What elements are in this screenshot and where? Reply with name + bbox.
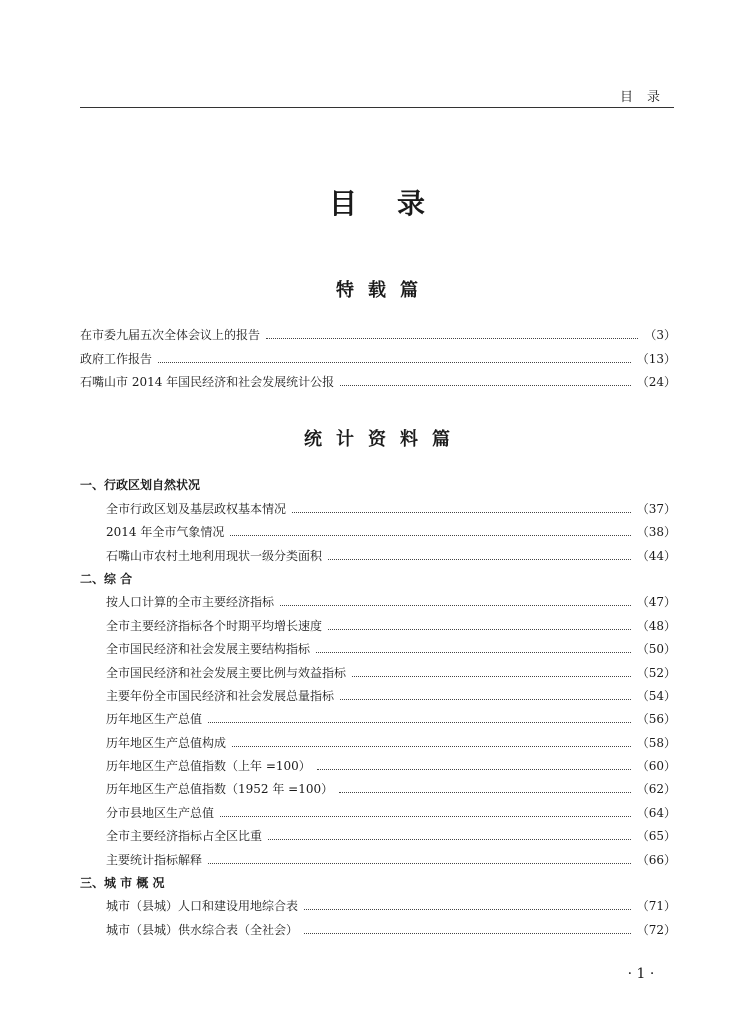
dot-leader <box>230 535 630 536</box>
toc-entry[interactable] <box>80 750 676 773</box>
toc-entry-title: 历年地区生产总值构成 <box>106 735 227 750</box>
toc-entry-title: 全市行政区划及基层政权基本情况 <box>106 501 287 516</box>
section-title-statistics: 统计资料篇 <box>304 429 464 450</box>
toc-entry-page: （44） <box>636 548 676 563</box>
dot-leader <box>208 722 631 723</box>
toc-entry-page: （65） <box>636 829 676 844</box>
dot-leader <box>208 863 631 864</box>
toc-entry[interactable] <box>80 366 676 389</box>
dot-leader <box>304 909 631 910</box>
toc-entry[interactable] <box>80 609 676 632</box>
toc-entry[interactable] <box>80 539 676 562</box>
toc-entry[interactable] <box>80 820 676 843</box>
toc-entry-page: （58） <box>636 735 676 750</box>
header-rule <box>80 107 674 108</box>
toc-entry[interactable] <box>80 342 676 365</box>
dot-leader <box>317 769 631 770</box>
toc-entry-title: 全市国民经济和社会发展主要比例与效益指标 <box>106 665 347 680</box>
toc-entry-title: 按人口计算的全市主要经济指标 <box>106 595 275 610</box>
dot-leader <box>340 385 631 386</box>
dot-leader <box>268 839 631 840</box>
dot-leader <box>266 338 638 339</box>
toc-entry-page: （13） <box>636 351 676 366</box>
toc-entry-page: （48） <box>636 618 676 633</box>
toc-entry-title: 石嘴山市农村土地利用现状一级分类面积 <box>106 548 323 563</box>
toc-entry-page: （54） <box>636 688 676 703</box>
toc-entry-title: 主要年份全市国民经济和社会发展总量指标 <box>106 688 335 703</box>
toc-entry-title: 主要统计指标解释 <box>106 852 203 867</box>
toc-entry[interactable] <box>80 516 676 539</box>
toc-entry-page: （50） <box>636 642 676 657</box>
dot-leader <box>328 629 631 630</box>
toc-entry-title: 分市县地区生产总值 <box>106 805 215 820</box>
toc-category-heading: 二、综 合 <box>80 571 133 586</box>
dot-leader <box>232 746 631 747</box>
toc-entry[interactable] <box>80 843 676 866</box>
toc-entry-page: （37） <box>636 501 676 516</box>
toc-entry-title: 历年地区生产总值指数（上年 =100） <box>106 759 311 774</box>
toc-entry-page: （66） <box>636 852 676 867</box>
toc-entry[interactable] <box>80 703 676 726</box>
toc-entry-title: 全市国民经济和社会发展主要结构指标 <box>106 642 311 657</box>
toc-entry[interactable] <box>80 586 676 609</box>
toc-entry-page: （24） <box>636 375 676 390</box>
toc-entry-page: （52） <box>636 665 676 680</box>
toc-entry-title: 历年地区生产总值指数（1952 年 =100） <box>106 782 334 797</box>
toc-entry-title: 历年地区生产总值 <box>106 712 203 727</box>
toc-entry[interactable] <box>80 680 676 703</box>
toc-entry-page: （3） <box>644 328 676 343</box>
toc-entry[interactable] <box>80 319 676 342</box>
toc-entry-title: 在市委九届五次全体会议上的报告 <box>80 328 261 343</box>
toc-entry[interactable] <box>80 773 676 796</box>
toc-entry-title: 全市主要经济指标各个时期平均增长速度 <box>106 618 323 633</box>
dot-leader <box>304 933 631 934</box>
toc-entry-page: （38） <box>636 525 676 540</box>
toc-entry-title: 城市（县城）人口和建设用地综合表 <box>106 899 299 914</box>
toc-entry-title: 城市（县城）供水综合表（全社会） <box>106 922 299 937</box>
toc-entry-page: （62） <box>636 782 676 797</box>
dot-leader <box>328 559 631 560</box>
toc-entry[interactable] <box>80 633 676 656</box>
toc-entry-page: （64） <box>636 805 676 820</box>
toc-entry[interactable] <box>80 796 676 819</box>
toc-category-heading: 三、城 市 概 况 <box>80 876 165 891</box>
toc-entry-title: 政府工作报告 <box>80 351 153 366</box>
toc-entry-page: （60） <box>636 759 676 774</box>
toc-entry-page: （56） <box>636 712 676 727</box>
dot-leader <box>316 652 631 653</box>
toc-category-heading: 一、行政区划自然状况 <box>80 478 201 493</box>
toc-entry[interactable] <box>80 890 676 913</box>
toc-entry[interactable] <box>80 913 676 936</box>
toc-entry-title: 2014 年全市气象情况 <box>106 525 225 540</box>
dot-leader <box>158 362 631 363</box>
toc-statistics-list <box>80 469 676 937</box>
running-head: 目录 <box>619 90 674 105</box>
dot-leader <box>292 512 631 513</box>
toc-entry[interactable] <box>80 726 676 749</box>
toc-entry[interactable] <box>80 656 676 679</box>
toc-entry-title: 石嘴山市 2014 年国民经济和社会发展统计公报 <box>80 375 335 390</box>
toc-special-list <box>80 319 676 389</box>
toc-entry-page: （47） <box>636 595 676 610</box>
toc-entry-page: （72） <box>636 922 676 937</box>
dot-leader <box>352 676 631 677</box>
dot-leader <box>220 816 631 817</box>
dot-leader <box>340 699 631 700</box>
toc-entry-title: 全市主要经济指标占全区比重 <box>106 829 263 844</box>
section-title-special: 特载篇 <box>336 280 432 301</box>
dot-leader <box>339 792 631 793</box>
page-number: · 1 · <box>627 966 655 982</box>
toc-entry-page: （71） <box>636 899 676 914</box>
toc-entry[interactable] <box>80 492 676 515</box>
dot-leader <box>280 605 631 606</box>
page-title: 目录 <box>328 187 465 220</box>
